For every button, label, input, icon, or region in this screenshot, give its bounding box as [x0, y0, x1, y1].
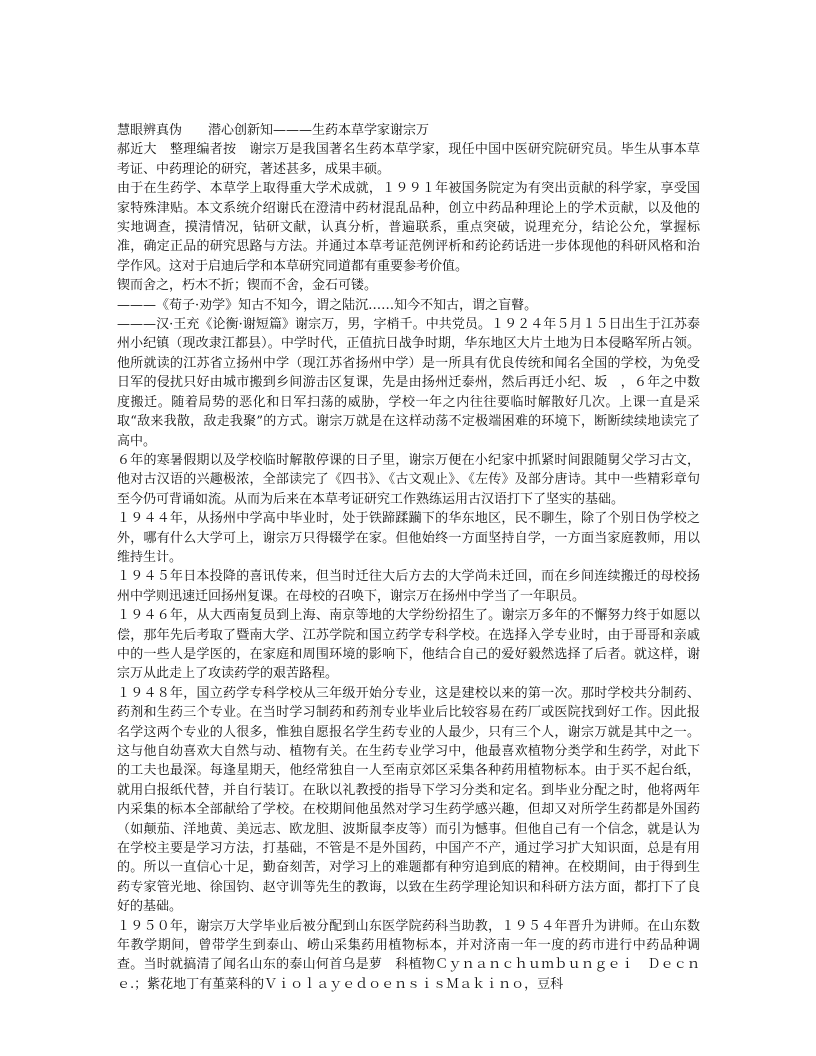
- paragraph-six-years: ６年的寒暑假期以及学校临时解散停课的日子里，谢宗万便在小纪家中抓紧时间跟随舅父学习古文，他对古汉语的兴趣极浓，全部读完了《四书》、《古文观止》、《左传》及部分唐诗。其中一些精彩章句至今仍可背诵如流。从而为后来在本草考证研究工作熟练运用古汉语打下了坚实的基础。: [117, 452, 700, 507]
- paragraph-1946: １９４６年，从大西南复员到上海、南京等地的大学纷纷招生了。谢宗万多年的不懈努力终于如愿以偿，那年先后考取了暨南大学、江苏学院和国立药学专科学校。在选择入学专业时，由于哥哥和亲戚中的一些人是学医的，在家庭和周围环境的影响下，他结合自己的爱好毅然选择了后者。就这样，谢宗万从此走上了攻读药学的艰苦路程。: [117, 608, 700, 682]
- article-body: [117, 121, 700, 994]
- biography-paragraph: ———汉·王充《论衡·谢短篇》谢宗万，男，字梢千。中共党员。１９２４年５月１５日出生于江苏泰州小纪镇（现改隶江都县）。中学时代，正值抗日战争时期，华东地区大片土地为日本侵略军所占领。他所就读的江苏省立扬州中学（现江苏省扬州中学）是一所具有优良传统和闻名全国的学校，为免受日军的侵扰只好由城市搬到乡间游击区复课，先是由扬州迁泰州，然后再迁小纪、坂 ，６年之中数度搬迁。随着局势的恶化和日军扫荡的威胁，学校一年之内往往要临时解散好几次。上课一直是采取“敌来我散，敌走我聚”的方式。谢宗万就是在这样动荡不定极端困难的环境下，断断续续地读完了高中。: [117, 317, 700, 449]
- editor-note: 郝近大 整理编者按 谢宗万是我国著名生药本草学家，现任中国中医研究院研究员。毕生从事本草考证、中药理论的研究，著述甚多，成果丰硕。: [117, 142, 700, 177]
- paragraph-1950: １９５０年，谢宗万大学毕业后被分配到山东医学院药科当助教，１９５４年晋升为讲师。在山东数年教学期间，曾带学生到泰山、崂山采集药用植物标本，并对济南一年一度的药市进行中药品种调查。当时就搞清了闻名山东的泰山何首乌是萝 科植物Ｃｙｎａｎｃｈｕｍｂｕｎｇｅｉ Ｄｅｃｎｅ.；紫花地丁有堇菜科的ＶｉｏｌａｙｅｄｏｅｎｓｉｓＭａｋｉｎｏ，豆科: [117, 918, 700, 992]
- intro-paragraph: 由于在生药学、本草学上取得重大学术成就，１９９１年被国务院定为有突出贡献的科学家，享受国家特殊津贴。本文系统介绍谢氏在澄清中药材混乱品种，创立中药品种理论上的学术贡献，以及他的实地调查，摸清情况，钻研文献，认真分析，普遍联系，重点突破，说理充分，结论公允，掌握标准，确定正品的研究思路与方法。并通过本草考证范例评析和药论药话进一步体现他的科研风格和治学作风。这对于启迪后学和本草研究同道都有重要参考价值。: [117, 181, 700, 274]
- epigraph-source: ———《荀子·劝学》知古不知今，谓之陆沉……知今不知古，谓之盲瞽。: [117, 297, 538, 313]
- article-title: 慧眼辨真伪 潜心创新知———生药本草学家谢宗万: [117, 123, 430, 138]
- paragraph-1944: １９４４年，从扬州中学高中毕业时，处于铁蹄蹂躏下的华东地区，民不聊生，除了个别日伪学校之外，哪有什么大学可上，谢宗万只得辍学在家。但他始终一方面坚持自学，一方面当家庭教师，用以维持生计。: [117, 511, 700, 565]
- epigraph-quote: 锲而舍之，朽木不折；锲而不舍，金石可镂。: [117, 278, 378, 294]
- paragraph-1945: １９４５年日本投降的喜讯传来，但当时迁往大后方去的大学尚未迁回，而在乡间连续搬迁的母校扬州中学则迅速迁回扬州复课。在母校的召唤下，谢宗万在扬州中学当了一年职员。: [117, 569, 700, 604]
- paragraph-1948: １９４８年，国立药学专科学校从三年级开始分专业，这是建校以来的第一次。那时学校共分制药、药剂和生药三个专业。在当时学习制药和药剂专业毕业后比较容易在药厂或医院找到好工作。因此报名学这两个专业的人很多，惟独自愿报名学生药专业的人最少，只有三个人，谢宗万就是其中之一。这与他自幼喜欢大自然与动、植物有关。在生药专业学习中，他最喜欢植物分类学和生药学，对此下的工夫也最深。每逢星期天，他经常独自一人至南京郊区采集各种药用植物标本。由于买不起台纸，就用白报纸代替，并自行装订。在耿以礼教授的指导下学习分类和定名。到毕业分配之时，他将两年内采集的标本全部献给了学校。在校期间他虽然对学习生药学感兴趣，但却又对所学生药都是外国药（如颠茄、洋地黄、美远志、欧龙胆、波斯鼠李皮等）而引为憾事。但他自己有一个信念，就是认为在学校主要是学习方法，打基础，不管是不是外国药，中国产不产，通过学习扩大知识面，总是有用的。所以一直信心十足，勤奋刻苦，对学习上的难题都有种穷追到底的精神。在校期间，由于得到生药专家管光地、徐国钧、赵守训等先生的教诲，以致在生药学理论知识和科研方法方面，都打下了良好的基础。: [117, 685, 700, 915]
